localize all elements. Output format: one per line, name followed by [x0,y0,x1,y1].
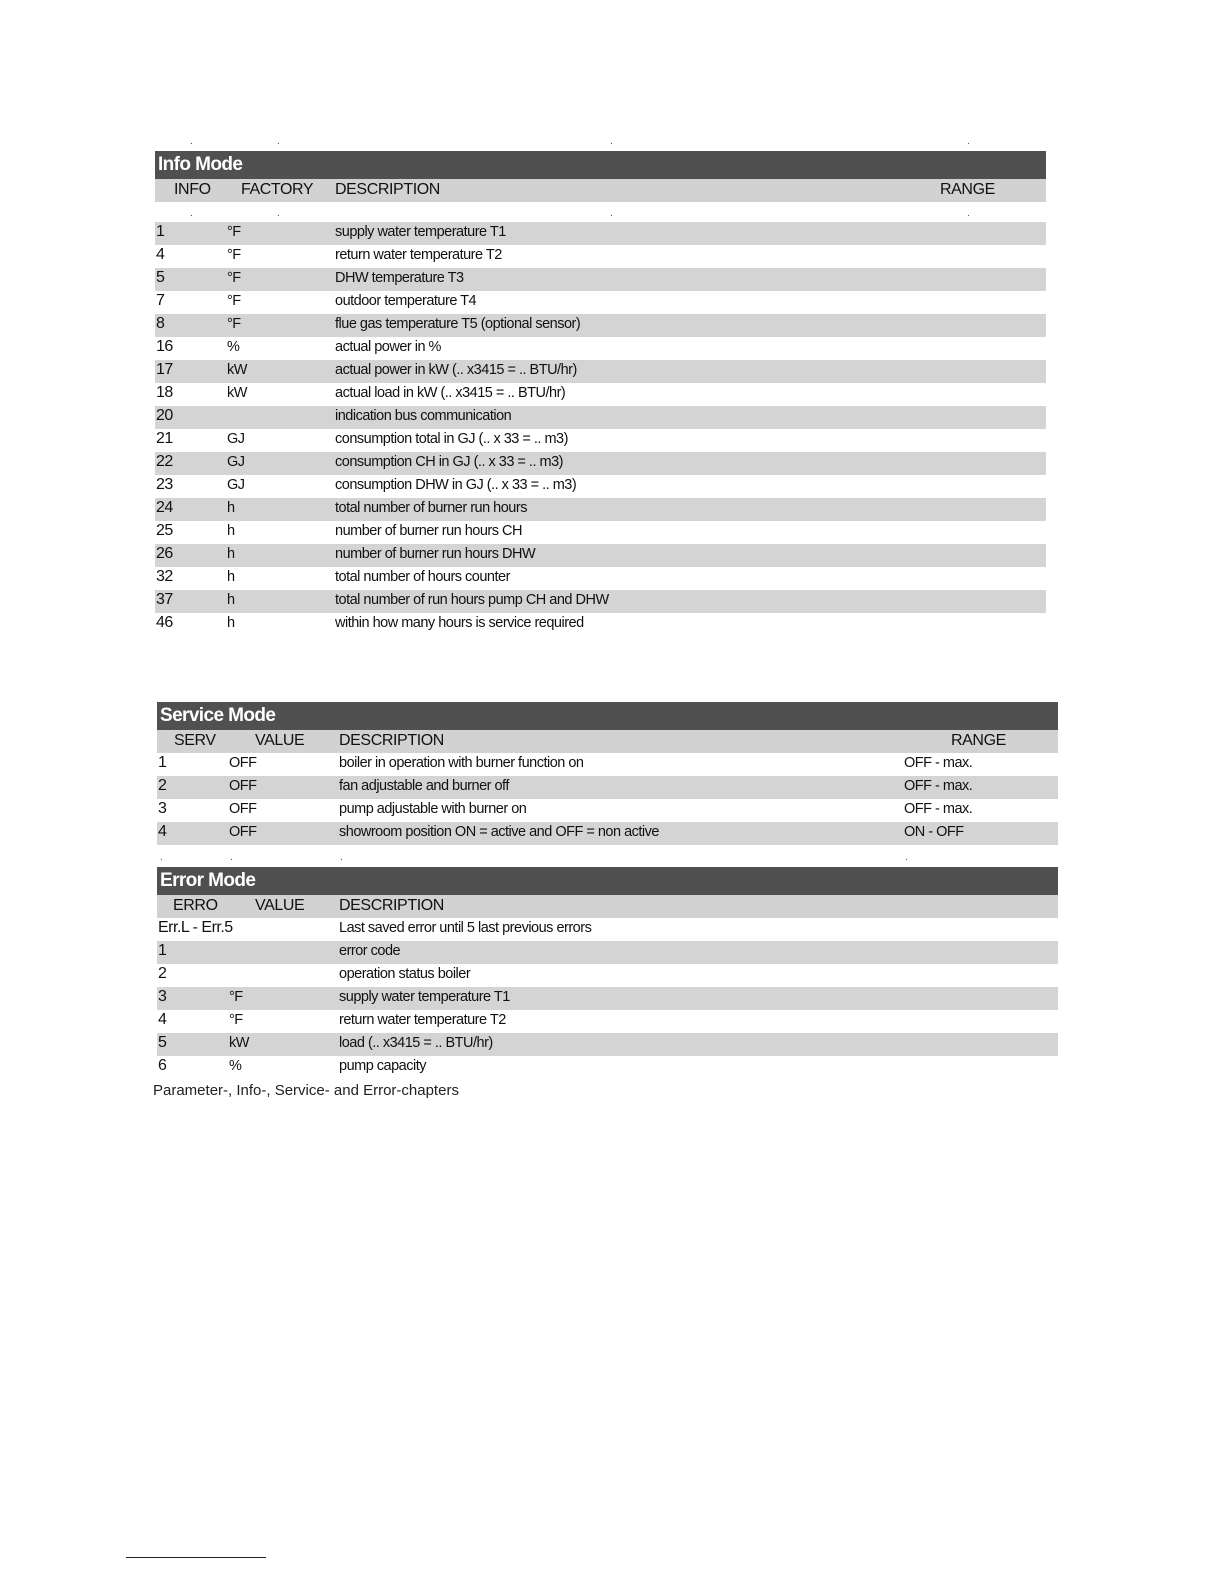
service-col-description: DESCRIPTION [339,732,444,749]
row-description: actual power in % [335,339,441,355]
row-unit: kW [229,1035,249,1051]
service-rows [157,753,1058,845]
row-unit: h [227,523,235,539]
service-col-value: VALUE [255,732,305,749]
row-description: consumption CH in GJ (.. x 33 = .. m3) [335,454,563,470]
service-col-serv: SERV [174,732,216,749]
row-description: Last saved error until 5 last previous errors [339,920,592,936]
row-description: total number of run hours pump CH and DHW [335,592,609,608]
row-description: boiler in operation with burner function on [339,755,584,771]
row-description: load (.. x3415 = .. BTU/hr) [339,1035,493,1051]
row-id: 22 [156,453,173,470]
row-id: 5 [156,269,165,286]
table-row [155,291,1046,314]
row-description: fan adjustable and burner off [339,778,509,794]
row-description: error code [339,943,401,959]
table-row [157,1056,1058,1079]
row-id: 8 [156,315,165,332]
row-description: actual load in kW (.. x3415 = .. BTU/hr) [335,385,566,401]
row-unit: h [227,500,235,516]
table-row [155,383,1046,406]
info-col-range: RANGE [940,181,995,198]
row-unit: °F [227,270,241,286]
row-id: 18 [156,384,173,401]
table-row [155,590,1046,613]
info-rows [155,222,1046,636]
row-range: OFF - max. [904,778,973,794]
row-id: 21 [156,430,173,447]
row-description: total number of burner run hours [335,500,527,516]
row-unit: h [227,592,235,608]
row-description: actual power in kW (.. x3415 = .. BTU/hr) [335,362,577,378]
table-row [155,613,1046,636]
row-id: 26 [156,545,173,562]
row-unit: % [227,339,240,355]
row-description: flue gas temperature T5 (optional sensor) [335,316,581,332]
row-id: 1 [158,942,167,959]
row-description: pump capacity [339,1058,426,1074]
info-col-info: INFO [174,181,211,198]
table-row [155,521,1046,544]
row-value: OFF [229,778,257,794]
row-unit: °F [227,293,241,309]
top-dot-markers: . . . . [190,136,970,147]
table-row [155,314,1046,337]
row-description: number of burner run hours DHW [335,546,536,562]
service-col-range: RANGE [951,732,1006,749]
row-description: return water temperature T2 [335,247,502,263]
error-col-erro: ERRO [173,897,218,914]
error-col-description: DESCRIPTION [339,897,444,914]
table-row [155,222,1046,245]
service-mode-table [157,702,1058,845]
row-id: 5 [158,1034,167,1051]
info-mode-table [155,151,1046,636]
row-unit: h [227,615,235,631]
row-value: OFF [229,824,257,840]
table-row [155,406,1046,429]
table-row [155,245,1046,268]
error-mode-header-row [157,895,1058,918]
row-range: ON - OFF [904,824,964,840]
table-row [155,544,1046,567]
table-row [155,337,1046,360]
row-id: 2 [158,777,167,794]
footnote-rule [126,1557,266,1558]
row-id: 4 [158,823,167,840]
row-range: OFF - max. [904,801,973,817]
row-unit: °F [229,989,243,1005]
row-description: showroom position ON = active and OFF = non active [339,824,659,840]
row-id: 1 [156,223,165,240]
figure-caption: Parameter-, Info-, Service- and Error-chapters [153,1082,459,1099]
table-row [157,799,1058,822]
row-unit: GJ [227,477,245,493]
row-id: 3 [158,988,167,1005]
service-dot-markers: . . . . [160,852,908,863]
service-mode-title: Service Mode [157,702,1058,730]
row-id: 2 [158,965,167,982]
row-unit: °F [227,224,241,240]
row-description: indication bus communication [335,408,512,424]
row-unit: % [229,1058,242,1074]
row-description: return water temperature T2 [339,1012,506,1028]
row-description: supply water temperature T1 [335,224,506,240]
row-value: OFF [229,755,257,771]
table-row [157,753,1058,776]
row-id: 4 [156,246,165,263]
info-spacer [155,202,1046,222]
row-range: OFF - max. [904,755,973,771]
row-unit: h [227,546,235,562]
row-id: 46 [156,614,173,631]
info-col-description: DESCRIPTION [335,181,440,198]
row-description: DHW temperature T3 [335,270,464,286]
table-row [157,918,1058,941]
table-row [157,964,1058,987]
table-row [157,1010,1058,1033]
row-description: outdoor temperature T4 [335,293,477,309]
row-id: 6 [158,1057,167,1074]
row-description: within how many hours is service required [335,615,584,631]
row-description: total number of hours counter [335,569,510,585]
info-dot-markers: . . . . [190,208,970,219]
row-id: 1 [158,754,167,771]
info-mode-header-row [155,179,1046,202]
info-col-factory: FACTORY [241,181,314,198]
table-row [155,268,1046,291]
row-id: 7 [156,292,165,309]
row-unit: GJ [227,454,245,470]
table-row [157,776,1058,799]
row-description: operation status boiler [339,966,471,982]
row-id: 16 [156,338,173,355]
table-row [155,429,1046,452]
row-unit: h [227,569,235,585]
row-description: supply water temperature T1 [339,989,510,1005]
row-id: 4 [158,1011,167,1028]
row-id: 24 [156,499,173,516]
row-id: 32 [156,568,173,585]
table-row [155,475,1046,498]
table-row [155,360,1046,383]
row-id: Err.L - Err.5 [158,919,233,936]
row-description: pump adjustable with burner on [339,801,527,817]
row-unit: kW [227,385,247,401]
row-description: consumption DHW in GJ (.. x 33 = .. m3) [335,477,577,493]
row-id: 3 [158,800,167,817]
row-id: 23 [156,476,173,493]
error-rows [157,918,1058,1079]
row-id: 17 [156,361,173,378]
table-row [157,987,1058,1010]
row-unit: °F [227,247,241,263]
error-mode-title: Error Mode [157,867,1058,895]
row-value: OFF [229,801,257,817]
row-id: 20 [156,407,173,424]
row-unit: °F [229,1012,243,1028]
row-description: number of burner run hours CH [335,523,522,539]
table-row [155,567,1046,590]
service-mode-header-row [157,730,1058,753]
row-unit: GJ [227,431,245,447]
row-unit: °F [227,316,241,332]
error-col-value: VALUE [255,897,305,914]
row-unit: kW [227,362,247,378]
row-id: 37 [156,591,173,608]
table-row [157,822,1058,845]
table-row [157,1033,1058,1056]
table-row [157,941,1058,964]
table-row [155,452,1046,475]
error-mode-table [157,867,1058,1079]
row-description: consumption total in GJ (.. x 33 = .. m3) [335,431,568,447]
row-id: 25 [156,522,173,539]
info-mode-title: Info Mode [155,151,1046,179]
table-row [155,498,1046,521]
